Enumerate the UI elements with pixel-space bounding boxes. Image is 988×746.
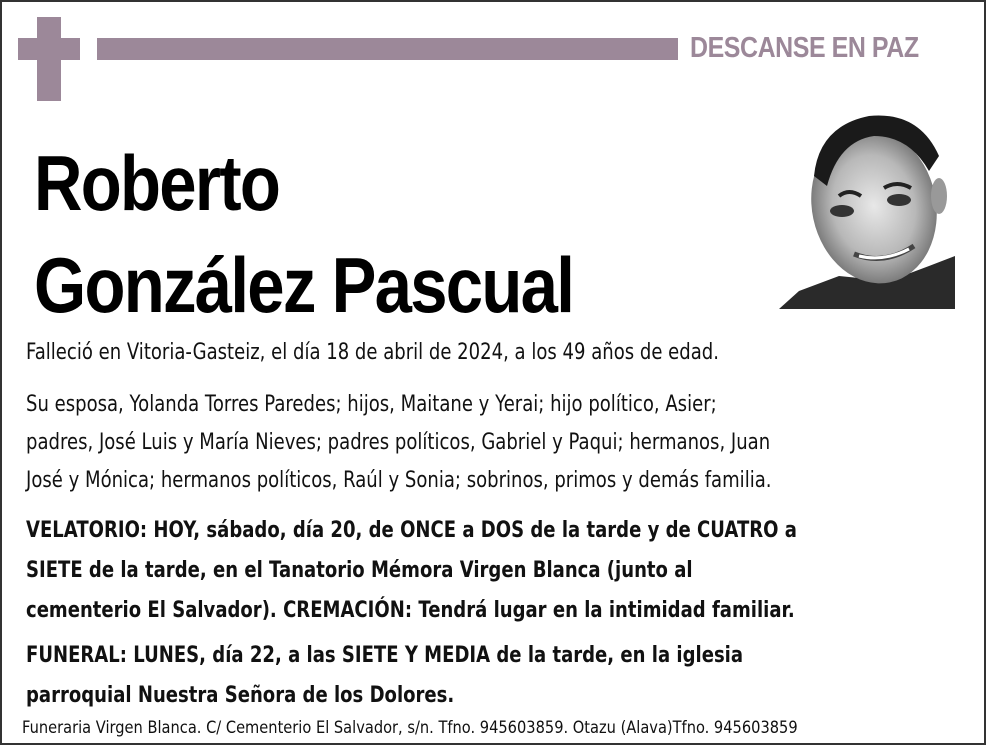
funeral-home-footer: Funeraria Virgen Blanca. C/ Cementerio El Salvador, s/n. Tfno. 945603859. Otazu (Alava)Tfno. 945603859 bbox=[22, 718, 798, 738]
first-name: Roberto bbox=[34, 139, 280, 227]
family-line: padres, José Luis y María Nieves; padres políticos, Gabriel y Paqui; hermanos, Juan bbox=[26, 430, 771, 455]
family-line: Su esposa, Yolanda Torres Paredes; hijos, Maitane y Yerai; hijo político, Asier; bbox=[26, 392, 717, 417]
header-title: DESCANSE EN PAZ bbox=[690, 32, 919, 64]
deceased-name bbox=[34, 132, 573, 336]
funeral-line: parroquial Nuestra Señora de los Dolores. bbox=[26, 683, 455, 708]
family-paragraph bbox=[26, 386, 772, 500]
death-notice: Falleció en Vitoria-Gasteiz, el día 18 de abril de 2024, a los 49 años de edad. bbox=[26, 340, 719, 365]
funeral-line: FUNERAL: LUNES, día 22, a las SIETE Y MEDIA de la tarde, en la iglesia bbox=[26, 643, 744, 668]
family-line: José y Mónica; hermanos políticos, Raúl y Sonia; sobrinos, primos y demás familia. bbox=[26, 468, 772, 493]
wake-line: VELATORIO: HOY, sábado, día 20, de ONCE a DOS de la tarde y de CUATRO a bbox=[26, 518, 797, 543]
header-divider-bar bbox=[97, 38, 678, 60]
wake-paragraph bbox=[26, 511, 797, 631]
funeral-paragraph bbox=[26, 636, 743, 716]
portrait-photo bbox=[779, 96, 955, 309]
cross-icon-crossbar bbox=[18, 38, 80, 60]
wake-line: SIETE de la tarde, en el Tanatorio Mémora Virgen Blanca (junto al bbox=[26, 558, 693, 583]
wake-line: cementerio El Salvador). CREMACIÓN: Tendrá lugar en la intimidad familiar. bbox=[26, 598, 795, 623]
surnames: González Pascual bbox=[34, 241, 574, 329]
